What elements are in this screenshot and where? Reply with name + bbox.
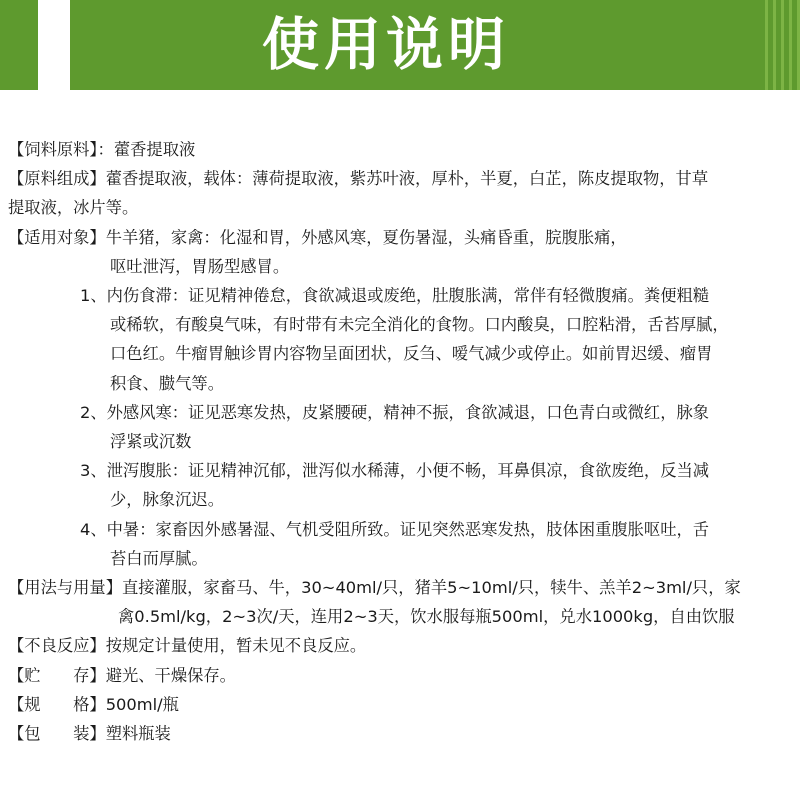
list-item-cont — [8, 369, 798, 398]
usage-label: 【用法与用量】 — [8, 578, 122, 598]
list-item-cont — [8, 310, 798, 339]
item-1-line-3: 口色红。牛瘤胃触诊胃内容物呈面团状，反刍、嗳气减少或停止。如前胃迟缓、瘤胃 — [110, 344, 713, 364]
item-4-line-1: 4、中暑：家畜因外感暑湿、气机受阻所致。证见突然恶寒发热，肢体困重腹胀呕吐，舌 — [80, 519, 710, 539]
list-item — [8, 398, 798, 427]
item-3-line-1: 3、泄泻腹胀：证见精神沉郁，泄泻似水稀薄，小便不畅，耳鼻俱凉，食欲废绝，反当减 — [80, 461, 710, 481]
feed-raw-sep: ： — [97, 140, 114, 159]
page-title: 使用说明 — [262, 12, 510, 78]
composition-line-2: 提取液，冰片等。 — [8, 198, 139, 218]
adverse-label: 【不良反应】 — [8, 636, 106, 656]
package-label: 【包 装】 — [8, 724, 106, 744]
list-item — [8, 515, 798, 544]
feed-raw-label: 【饲料原料】 — [8, 140, 98, 159]
spec-label: 【规 格】 — [8, 694, 106, 714]
item-1-line-1: 1、内伤食滞：证见精神倦怠，食欲减退或废绝，肚腹胀满，常伴有轻微腹痛。粪便粗糙 — [80, 286, 710, 306]
list-item-cont — [8, 339, 798, 368]
item-3-line-2: 少，脉象沉迟。 — [110, 490, 224, 510]
header-banner — [0, 0, 800, 90]
instructions-body — [8, 135, 798, 748]
header-left-accent — [0, 0, 38, 90]
item-1-line-2: 或稀软，有酸臭气味，有时带有未完全消化的食物。口内酸臭，口腔粘滑，舌苔厚腻， — [110, 315, 729, 335]
item-4-line-2: 苔白而厚腻。 — [110, 548, 208, 568]
list-item-cont — [8, 544, 798, 573]
usage-line-1: 直接灌服，家畜马、牛，30~40ml/只，猪羊5~10ml/只，犊牛、羔羊2~3ml/只，家 — [121, 578, 741, 598]
adverse-row — [8, 631, 798, 660]
package-row — [8, 719, 798, 748]
targets-row — [8, 223, 798, 252]
list-item — [8, 456, 798, 485]
item-2-line-1: 2、外感风寒：证见恶寒发热，皮紧腰硬，精神不振，食欲减退，口色青白或微红，脉象 — [80, 402, 710, 422]
item-2-line-2: 浮紧或沉数 — [110, 432, 192, 452]
list-item-cont — [8, 427, 798, 456]
targets-line-1: 牛羊猪，家禽：化湿和胃，外感风寒，夏伤暑湿，头痛昏重，脘腹胀痛， — [105, 227, 627, 247]
composition-line-1: 藿香提取液，载体：薄荷提取液，紫苏叶液，厚朴，半夏，白芷，陈皮提取物，甘草 — [105, 169, 709, 189]
package-value: 塑料瓶装 — [105, 724, 171, 744]
targets-row-cont — [8, 252, 798, 281]
feed-raw-value: 藿香提取液 — [113, 140, 196, 159]
feed-raw-row — [8, 135, 798, 164]
storage-row — [8, 661, 798, 690]
usage-row-cont — [8, 602, 798, 631]
spec-row — [8, 690, 798, 719]
storage-label: 【贮 存】 — [8, 665, 106, 685]
usage-line-2: 禽0.5ml/kg，2~3次/天，连用2~3天，饮水服每瓶500ml，兑水1000kg，自由饮服 — [118, 607, 735, 627]
targets-line-2: 呕吐泄泻，胃肠型感冒。 — [110, 256, 290, 276]
composition-row — [8, 164, 798, 193]
adverse-value: 按规定计量使用，暂未见不良反应。 — [105, 636, 367, 656]
targets-label: 【适用对象】 — [8, 227, 106, 247]
header-stripe-decoration — [760, 0, 800, 90]
spec-value: 500ml/瓶 — [105, 694, 179, 714]
item-1-line-4: 积食、臌气等。 — [110, 373, 224, 393]
storage-value: 避光、干燥保存。 — [105, 665, 236, 685]
list-item-cont — [8, 485, 798, 514]
list-item — [8, 281, 798, 310]
usage-row — [8, 573, 798, 602]
composition-row-cont — [8, 193, 798, 222]
composition-label: 【原料组成】 — [8, 169, 106, 189]
